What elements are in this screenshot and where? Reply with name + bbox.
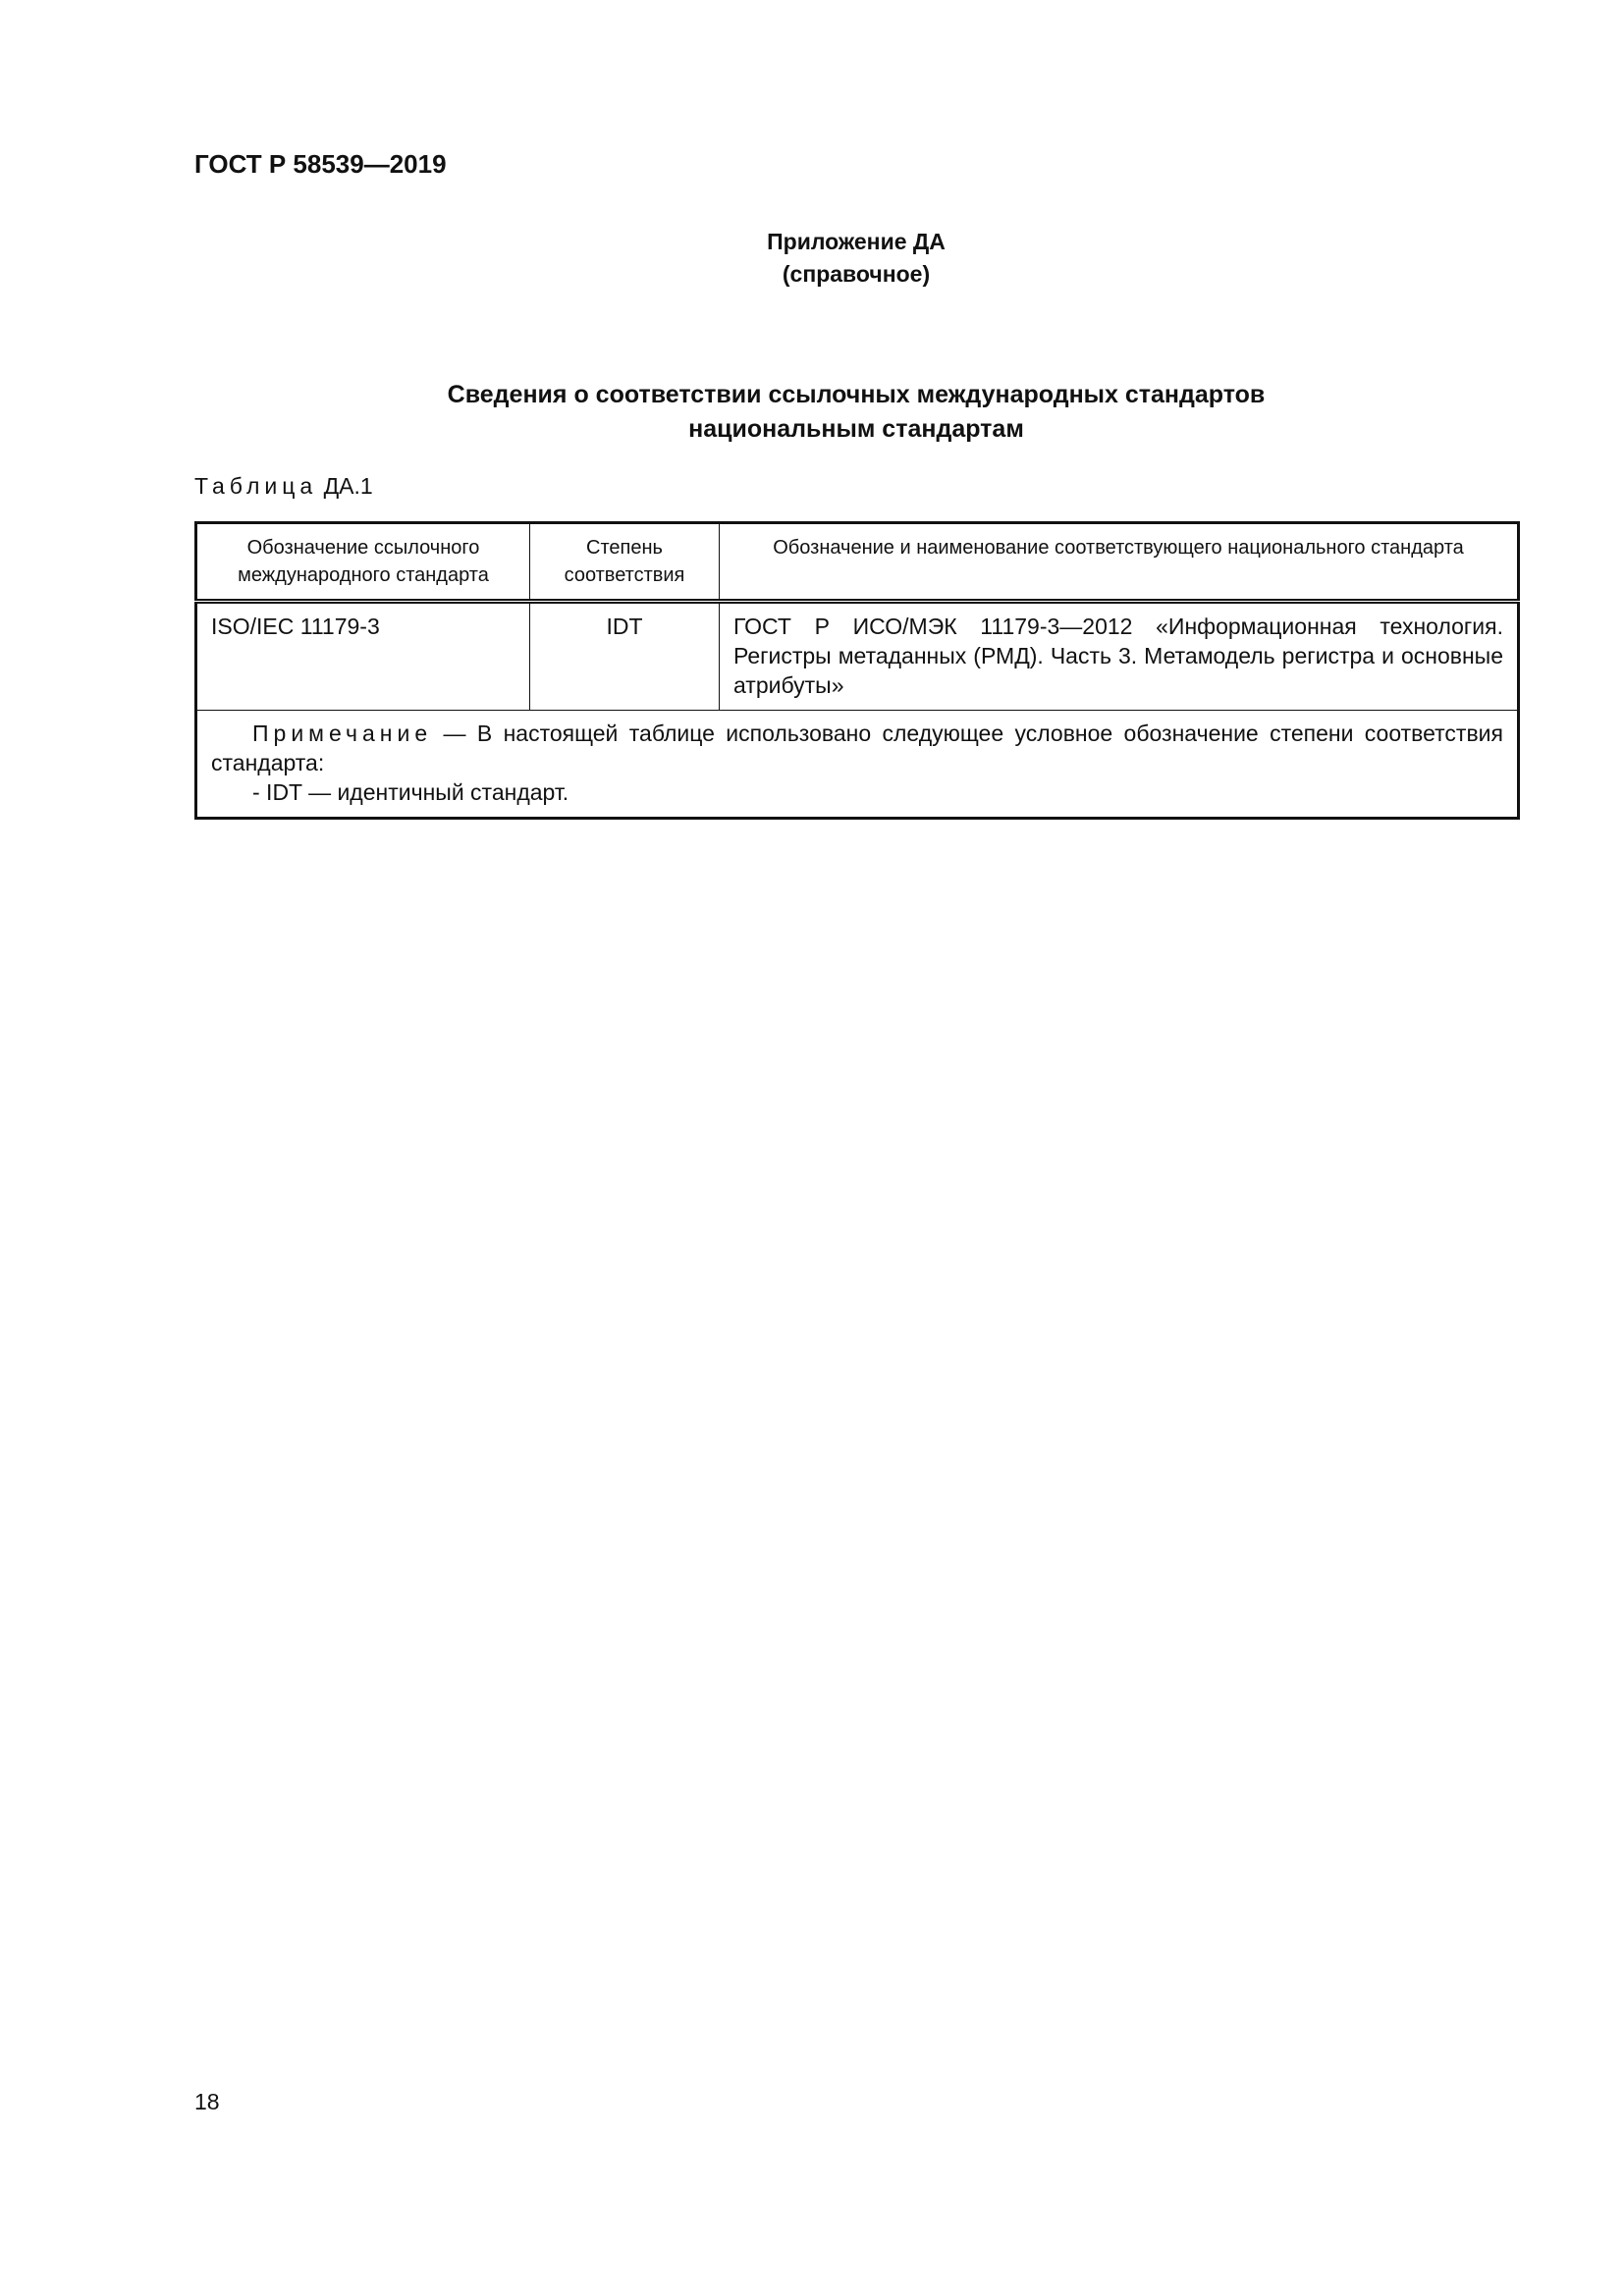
header-degree: Степень соответствия [530,523,720,602]
header-national-standard: Обозначение и наименование соответствующего национального стандарта [720,523,1519,602]
cell-degree: IDT [530,602,720,711]
annex-heading [0,226,1624,291]
table-header-row [196,523,1519,602]
section-title-line2: национальным стандартам [688,415,1024,443]
note-label: Примечание [252,721,433,746]
section-title-line1: Сведения о соответствии ссылочных международных стандартов [447,381,1266,408]
header-ref-standard: Обозначение ссылочного международного стандарта [196,523,530,602]
table-row [196,602,1519,711]
table-caption-word: Таблица [194,473,318,499]
annex-type: (справочное) [782,261,931,287]
document-code: ГОСТ Р 58539—2019 [194,149,447,179]
annex-title: Приложение ДА [767,229,946,254]
table-note-row [196,711,1519,819]
page-number: 18 [194,2089,220,2114]
table-note [196,711,1519,819]
table-caption [194,473,373,500]
cell-national-standard: ГОСТ Р ИСО/МЭК 11179-3—2012 «Информационная технология. Регистры метаданных (РМД). Часть 3. Метамодель регистра и основные атрибуты» [720,602,1519,711]
section-title [0,378,1624,447]
correspondence-table [194,521,1520,820]
table-caption-number: ДА.1 [323,473,373,499]
cell-ref-standard: ISO/IEC 11179-3 [196,602,530,711]
note-text: — В настоящей таблице использовано следующее условное обозначение степени соответствия стандарта: [211,721,1503,775]
note-item: - IDT — идентичный стандарт. [252,779,569,805]
